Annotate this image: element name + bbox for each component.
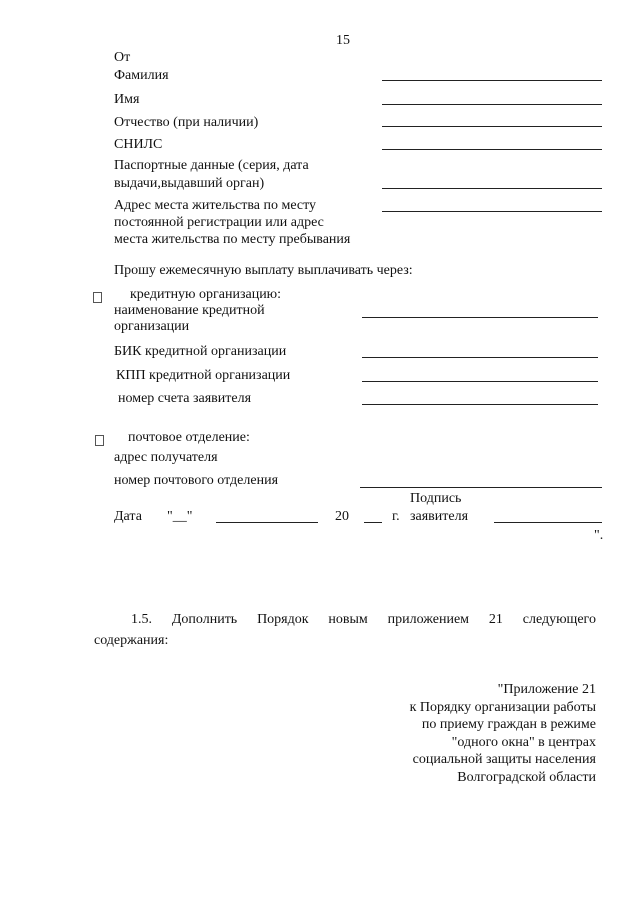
appendix-header-line: "Приложение 21: [497, 682, 596, 697]
date-day-field[interactable]: "__": [167, 509, 193, 524]
post-office-checkbox[interactable]: [95, 435, 104, 446]
year-suffix: г.: [392, 509, 400, 524]
signature-label-line1: Подпись: [410, 491, 462, 506]
appendix-header-line: по приему граждан в режиме: [421, 717, 596, 732]
account-line[interactable]: [362, 404, 598, 405]
amendment-word: приложением: [387, 612, 470, 627]
snils-line[interactable]: [382, 149, 602, 150]
post-office-number-label: номер почтового отделения: [114, 473, 279, 488]
recipient-address-label: адрес получателя: [114, 450, 218, 465]
appendix-header-line: социальной защиты населения: [412, 752, 596, 767]
date-month-line[interactable]: [216, 522, 318, 523]
post-office-option-label: почтовое отделение:: [128, 430, 250, 445]
patronymic-line[interactable]: [382, 126, 602, 127]
closing-quote: ".: [594, 528, 604, 543]
address-label-line1: Адрес места жительства по месту: [114, 198, 317, 213]
appendix-header-line: Волгоградской области: [457, 769, 596, 785]
amendment-word: Порядок: [257, 612, 309, 627]
kpp-label: КПП кредитной организации: [116, 368, 291, 383]
passport-label-line2: выдачи,выдавший орган): [114, 176, 265, 191]
bik-line[interactable]: [362, 357, 598, 358]
appendix-header-line: "одного окна" в центрах: [451, 734, 596, 750]
address-line[interactable]: [382, 211, 602, 212]
address-label-line2: постоянной регистрации или адрес: [114, 215, 324, 230]
snils-label: СНИЛС: [114, 137, 163, 152]
appendix-header-line: к Порядку организации работы: [409, 699, 596, 715]
passport-label-line1: Паспортные данные (серия, дата: [114, 158, 309, 173]
amendment-word: следующего: [522, 612, 596, 627]
amendment-word: Дополнить: [171, 612, 238, 627]
year-line[interactable]: [364, 522, 382, 523]
request-text: Прошу ежемесячную выплату выплачивать через:: [114, 263, 413, 278]
credit-org-name-label-line2: организации: [114, 319, 190, 334]
signature-line[interactable]: [494, 522, 602, 523]
amendment-line1: [131, 612, 596, 628]
address-label-line3: места жительства по месту пребывания: [114, 232, 351, 247]
bik-label: БИК кредитной организации: [114, 344, 287, 359]
name-line[interactable]: [382, 104, 602, 105]
amendment-line2: содержания:: [94, 633, 169, 648]
appendix-header: [410, 681, 596, 786]
surname-label: Фамилия: [114, 68, 169, 83]
credit-org-checkbox[interactable]: [93, 292, 102, 303]
signature-label-line2: заявителя: [410, 509, 469, 524]
patronymic-label: Отчество (при наличии): [114, 115, 259, 130]
credit-org-name-label-line1: наименование кредитной: [114, 303, 265, 318]
date-label: Дата: [114, 509, 142, 524]
account-label: номер счета заявителя: [118, 391, 252, 406]
post-office-number-line[interactable]: [360, 487, 602, 488]
credit-org-option-label: кредитную организацию:: [130, 287, 282, 302]
passport-line[interactable]: [382, 188, 602, 189]
amendment-word: 21: [488, 612, 503, 627]
from-label: От: [114, 50, 131, 65]
amendment-word: новым: [328, 612, 368, 627]
amendment-word: 1.5.: [131, 612, 152, 627]
surname-line[interactable]: [382, 80, 602, 81]
year-prefix: 20: [335, 509, 349, 524]
page-number: 15: [336, 33, 350, 48]
credit-org-name-line[interactable]: [362, 317, 598, 318]
name-label: Имя: [114, 92, 140, 107]
kpp-line[interactable]: [362, 381, 598, 382]
